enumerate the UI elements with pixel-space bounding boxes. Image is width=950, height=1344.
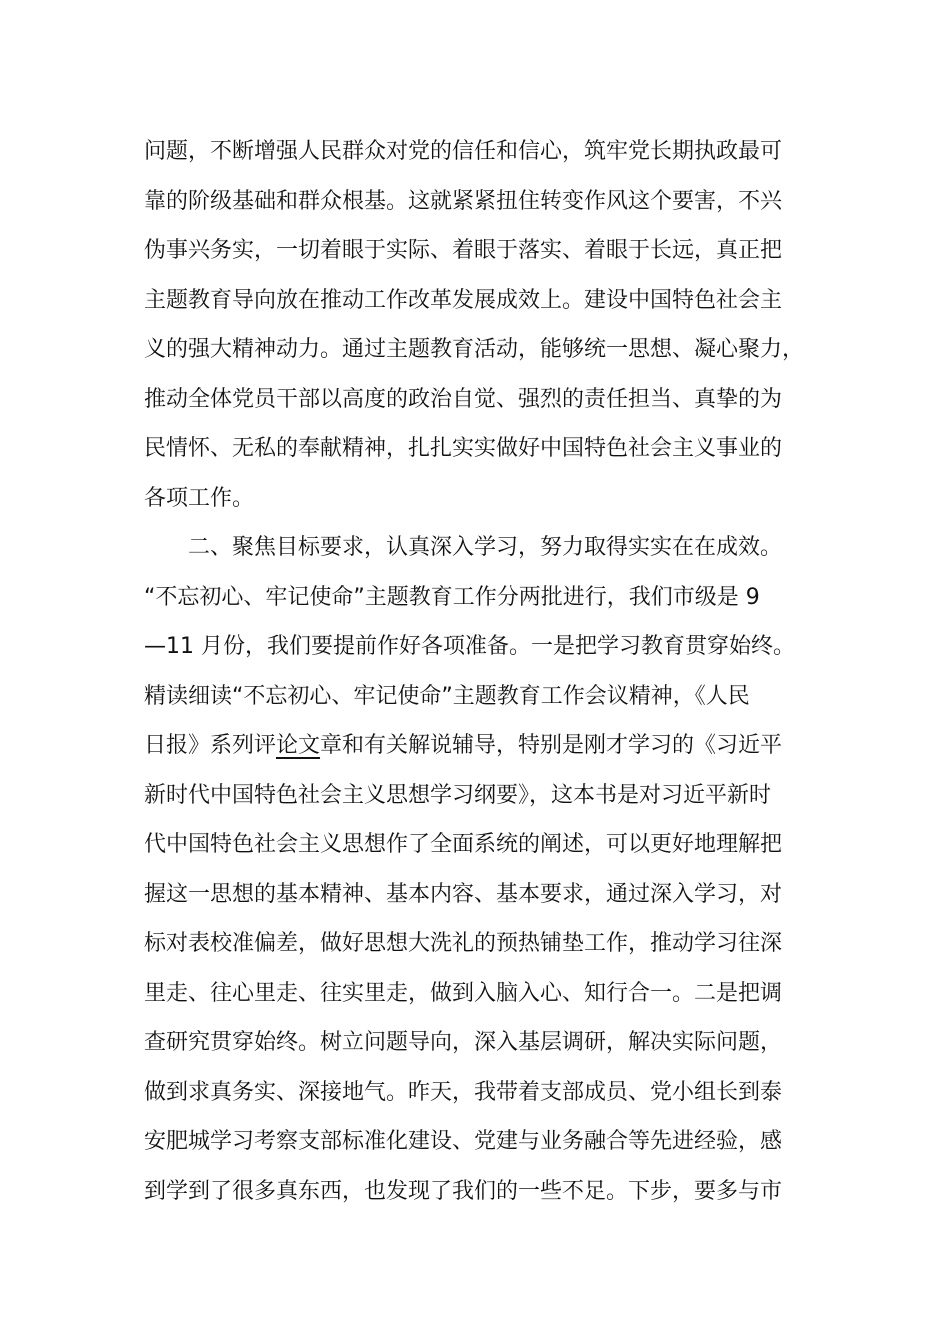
text-line (144, 820, 824, 870)
text-line-content: 日报》系列评 (144, 733, 277, 758)
text-line-content: 新时代中国特色社会主义思想学习纲要》，这本书是对习近平新时 (144, 782, 772, 808)
text-line-content: 问题，不断增强人民群众对党的信任和信心，筑牢党长期执政最可 (144, 139, 783, 164)
text-line (144, 870, 824, 920)
text-line (144, 424, 824, 474)
text-line-content: 做到求真务实、深接地气。昨天，我带着支部成员、党小组长到泰 (144, 1079, 783, 1105)
text-line-content: 到学到了很多真东西，也发现了我们的一些不足。下步，要多与市 (144, 1178, 783, 1204)
text-line-content: 握这一思想的基本精神、基本内容、基本要求，通过深入学习，对 (144, 881, 783, 907)
text-line (144, 127, 824, 177)
text-line-content: 主题教育导向放在推动工作改革发展成效上。建设中国特色社会主 (144, 287, 783, 313)
text-line (144, 226, 824, 276)
text-line-content: 章和有关解说辅导，特别是刚才学习的《习近平 (320, 733, 783, 758)
section-heading (144, 523, 824, 573)
text-line-content: 伪事兴务实，一切着眼于实际、着眼于落实、着眼于长远，真正把 (144, 238, 783, 263)
text-line (144, 622, 824, 672)
body-text (144, 127, 824, 1216)
text-line (144, 474, 824, 524)
text-line-content: 精读细读“不忘初心、牢记使命”主题教育工作会议精神，《人民 (144, 683, 750, 709)
text-line-content: 推动全体党员干部以高度的政治自觉、强烈的责任担当、真挚的为 (144, 386, 783, 412)
text-line (144, 672, 824, 722)
text-line-content: 查研究贯穿始终。树立问题导向，深入基层调研，解决实际问题， (144, 1030, 783, 1055)
text-line (144, 177, 824, 227)
text-line-content: 标对表校准偏差，做好思想大洗礼的预热铺垫工作，推动学习往深 (144, 931, 783, 956)
underlined-link-text[interactable]: 论文 (276, 733, 321, 758)
text-line (144, 573, 824, 623)
text-line (144, 1117, 824, 1167)
text-line-content: —11 月份，我们要提前作好各项准备。一是把学习教育贯穿始终。 (144, 634, 795, 659)
text-line-content: 代中国特色社会主义思想作了全面系统的阐述，可以更好地理解把 (144, 832, 783, 857)
text-line (144, 969, 824, 1019)
text-line (144, 771, 824, 821)
text-line (144, 375, 824, 425)
text-line (144, 1068, 824, 1118)
text-line (144, 1167, 824, 1217)
text-line-content: 靠的阶级基础和群众根基。这就紧紧扭住转变作风这个要害，不兴 (144, 188, 783, 214)
text-line (144, 276, 824, 326)
text-line-content: 义的强大精神动力。通过主题教育活动，能够统一思想、凝心聚力， (144, 337, 805, 362)
text-line-content: “不忘初心、牢记使命”主题教育工作分两批进行，我们市级是 9 (144, 584, 760, 610)
text-line-content: 民情怀、无私的奉献精神，扎扎实实做好中国特色社会主义事业的 (144, 436, 783, 461)
text-line (144, 325, 824, 375)
text-line-content: 里走、往心里走、往实里走，做到入脑入心、知行合一。二是把调 (144, 980, 783, 1006)
text-line-content: 安肥城学习考察支部标准化建设、党建与业务融合等先进经验，感 (144, 1129, 783, 1154)
section-heading-text: 二、聚焦目标要求，认真深入学习，努力取得实实在在成效。 (188, 535, 783, 560)
text-line (144, 919, 824, 969)
text-line (144, 1018, 824, 1068)
text-line (144, 721, 824, 771)
text-line-content: 各项工作。 (144, 485, 255, 511)
